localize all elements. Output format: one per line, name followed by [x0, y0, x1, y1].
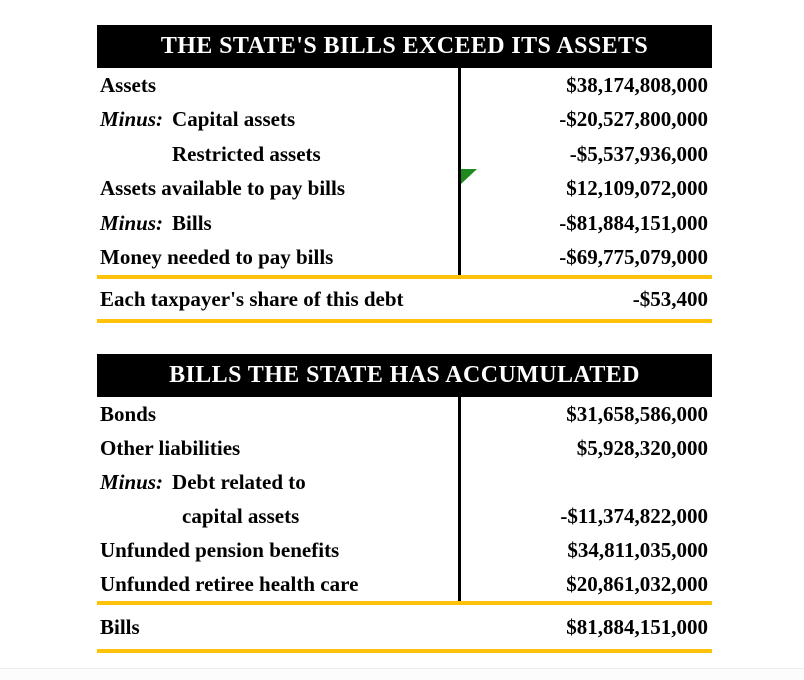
- table-row: [97, 397, 712, 431]
- summary-value: -$53,400: [632, 286, 708, 311]
- table1-body: [97, 68, 712, 275]
- row-value: -$81,884,151,000: [559, 210, 708, 235]
- row-label: Minus: Capital assets: [100, 107, 296, 132]
- minus-prefix: Minus:: [100, 107, 164, 132]
- row-value: $12,109,072,000: [566, 176, 708, 201]
- row-label: Unfunded retiree health care: [100, 571, 359, 596]
- row-label: Assets available to pay bills: [100, 176, 346, 201]
- table2-column-divider: [458, 397, 461, 601]
- row-value: $20,861,032,000: [566, 571, 708, 596]
- table-row: [97, 567, 712, 601]
- table-row: [97, 137, 712, 172]
- table2-header-bar: [97, 354, 712, 397]
- financial-state-report: [97, 25, 712, 653]
- table1-header-bar: [97, 25, 712, 68]
- table-row: [97, 499, 712, 533]
- row-label: Money needed to pay bills: [100, 245, 334, 270]
- table-row: [97, 172, 712, 207]
- table1-title: THE STATE'S BILLS EXCEED ITS ASSETS: [160, 33, 649, 59]
- page-bottom-band: [0, 668, 804, 680]
- row-value: -$20,527,800,000: [559, 107, 708, 132]
- table2-body: [97, 397, 712, 601]
- gold-rule: [97, 649, 712, 653]
- row-value: -$69,775,079,000: [559, 245, 708, 270]
- table-row: [97, 68, 712, 103]
- minus-prefix: Minus:: [100, 469, 164, 494]
- row-label: Bonds: [100, 401, 157, 426]
- row-label: Unfunded pension benefits: [100, 537, 340, 562]
- summary-value: $81,884,151,000: [566, 614, 708, 639]
- table1-column-divider: [458, 68, 461, 275]
- table-gap: [97, 323, 712, 354]
- row-label: Restricted assets: [172, 141, 321, 166]
- minus-prefix: Minus:: [100, 210, 164, 235]
- table-row: [97, 431, 712, 465]
- table2-title: BILLS THE STATE HAS ACCUMULATED: [169, 362, 640, 388]
- row-label: Assets: [100, 72, 156, 97]
- row-value: $5,928,320,000: [576, 435, 708, 460]
- table2-summary-row: [97, 605, 712, 649]
- summary-label: Bills: [100, 614, 140, 639]
- row-value: -$11,374,822,000: [560, 503, 708, 528]
- row-value: $31,658,586,000: [566, 401, 708, 426]
- row-label: capital assets: [182, 503, 300, 528]
- table-row: [97, 533, 712, 567]
- row-value: $38,174,808,000: [566, 72, 708, 97]
- row-value: -$5,537,936,000: [569, 141, 708, 166]
- table1-summary-row: [97, 279, 712, 319]
- table-bills-accumulated: [97, 354, 712, 653]
- row-label: Other liabilities: [100, 435, 241, 460]
- summary-label: Each taxpayer's share of this debt: [100, 286, 404, 311]
- table-row: [97, 465, 712, 499]
- table-row: [97, 206, 712, 241]
- table-row: [97, 241, 712, 276]
- row-label: Minus: Debt related to: [100, 469, 306, 494]
- table-row: [97, 103, 712, 138]
- row-label: Minus: Bills: [100, 210, 212, 235]
- table-bills-exceed-assets: [97, 25, 712, 323]
- row-value: $34,811,035,000: [567, 537, 708, 562]
